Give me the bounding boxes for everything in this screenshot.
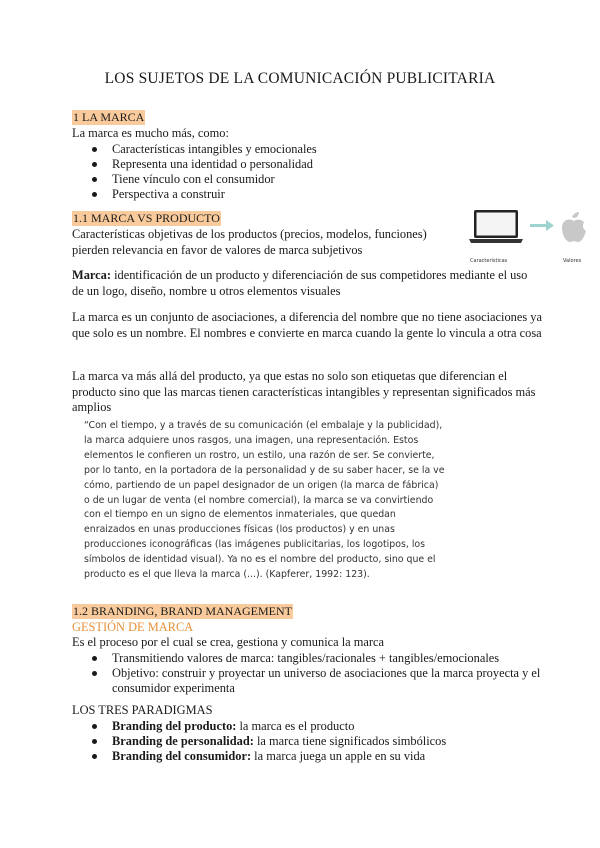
paragraph: Características objetivas de los productos (precios, modelos, funciones) pierden relevancia en favor de valores de marca subjetivos (72, 227, 427, 257)
bullet-list (92, 651, 542, 696)
list-item: Tiene vínculo con el consumidor (92, 172, 542, 187)
kapferer-quote: “Con el tiempo, y a través de su comunicación (el embalaje y la publicidad), la marca adquiere unos rasgos, una imagen, una representación. Estos elementos le confieren un rostro, un estilo, una razón de ser. Se convierte, por lo tanto, en la portadora de la personalidad y de su saber hacer, se la ve cómo, partiendo de un papel designador de un origen (la marca de fábrica) o de un lugar de venta (el nombre comercial), la marca se va convirtiendo con el tiempo en un signo de elementos inmateriales, que quedan enraizados en unas producciones físicas (los productos) y en unas producciones iconográficas (las imágenes publicitarias, los logotipos, los símbolos de identidad visual). Ya no es el nombre del producto, sino que el producto es el que lleva la marca (...). (Kapferer, 1992: 123). (84, 420, 445, 581)
list-item (92, 749, 542, 764)
section-intro: La marca es mucho más, como: (72, 126, 229, 140)
section-heading: 1.1 MARCA VS PRODUCTO (73, 211, 220, 225)
list-item: Perspectiva a construir (92, 187, 542, 202)
section-subheading: GESTIÓN DE MARCA (72, 620, 194, 634)
marca-definition (72, 268, 542, 299)
list-item: Características intangibles y emocionales (92, 142, 542, 157)
paradigm-term: Branding de personalidad: (112, 733, 254, 748)
paradigms-title: LOS TRES PARADIGMAS (72, 703, 213, 717)
page-title: LOS SUJETOS DE LA COMUNICACIÓN PUBLICITARIA (104, 70, 496, 87)
section-la-marca (72, 108, 542, 202)
image-caption-right: Valores (563, 258, 582, 264)
paradigm-term: Branding del consumidor: (112, 748, 252, 763)
definition-text: identificación de un producto y diferenciación de sus competidores mediante el uso de un logo, diseño, nombre u otros elementos visuales (72, 268, 528, 298)
list-item (92, 734, 542, 749)
paradigm-desc: la marca juega un apple en su vida (251, 748, 426, 763)
product-vs-brand-illustration (466, 208, 594, 270)
paradigms-list (92, 719, 542, 764)
bullet-list (92, 142, 542, 202)
section-heading: 1.2 BRANDING, BRAND MANAGEMENT (73, 604, 292, 618)
definition-term: Marca: (72, 268, 111, 282)
list-item: Objetivo: construir y proyectar un universo de asociaciones que la marca proyecta y el consumidor experimenta (92, 666, 542, 696)
paragraph: La marca es un conjunto de asociaciones, a diferencia del nombre que no tiene asociaciones ya que solo es un nombre. El nombres e convierte en marca cuando la gente lo vincula a otra cosa (72, 310, 542, 340)
section-branding (72, 602, 542, 696)
list-item (92, 719, 542, 734)
paradigm-term: Branding del producto: (112, 718, 237, 733)
section-heading: 1 LA MARCA (73, 110, 145, 124)
list-item: Transmitiendo valores de marca: tangibles/racionales + tangibles/emocionales (92, 651, 542, 666)
paragraph: La marca va más allá del producto, ya que estas no solo son etiquetas que diferencian el producto sino que las marcas tienen características intangibles y representan significados más amplios (72, 369, 536, 414)
paradigm-desc: la marca es el producto (236, 718, 355, 733)
list-item: Representa una identidad o personalidad (92, 157, 542, 172)
paradigm-desc: la marca tiene significados simbólicos (253, 733, 447, 748)
image-caption-left: Características (470, 258, 508, 264)
paradigms-section (72, 703, 542, 764)
section-intro: Es el proceso por el cual se crea, gestiona y comunica la marca (72, 635, 385, 649)
